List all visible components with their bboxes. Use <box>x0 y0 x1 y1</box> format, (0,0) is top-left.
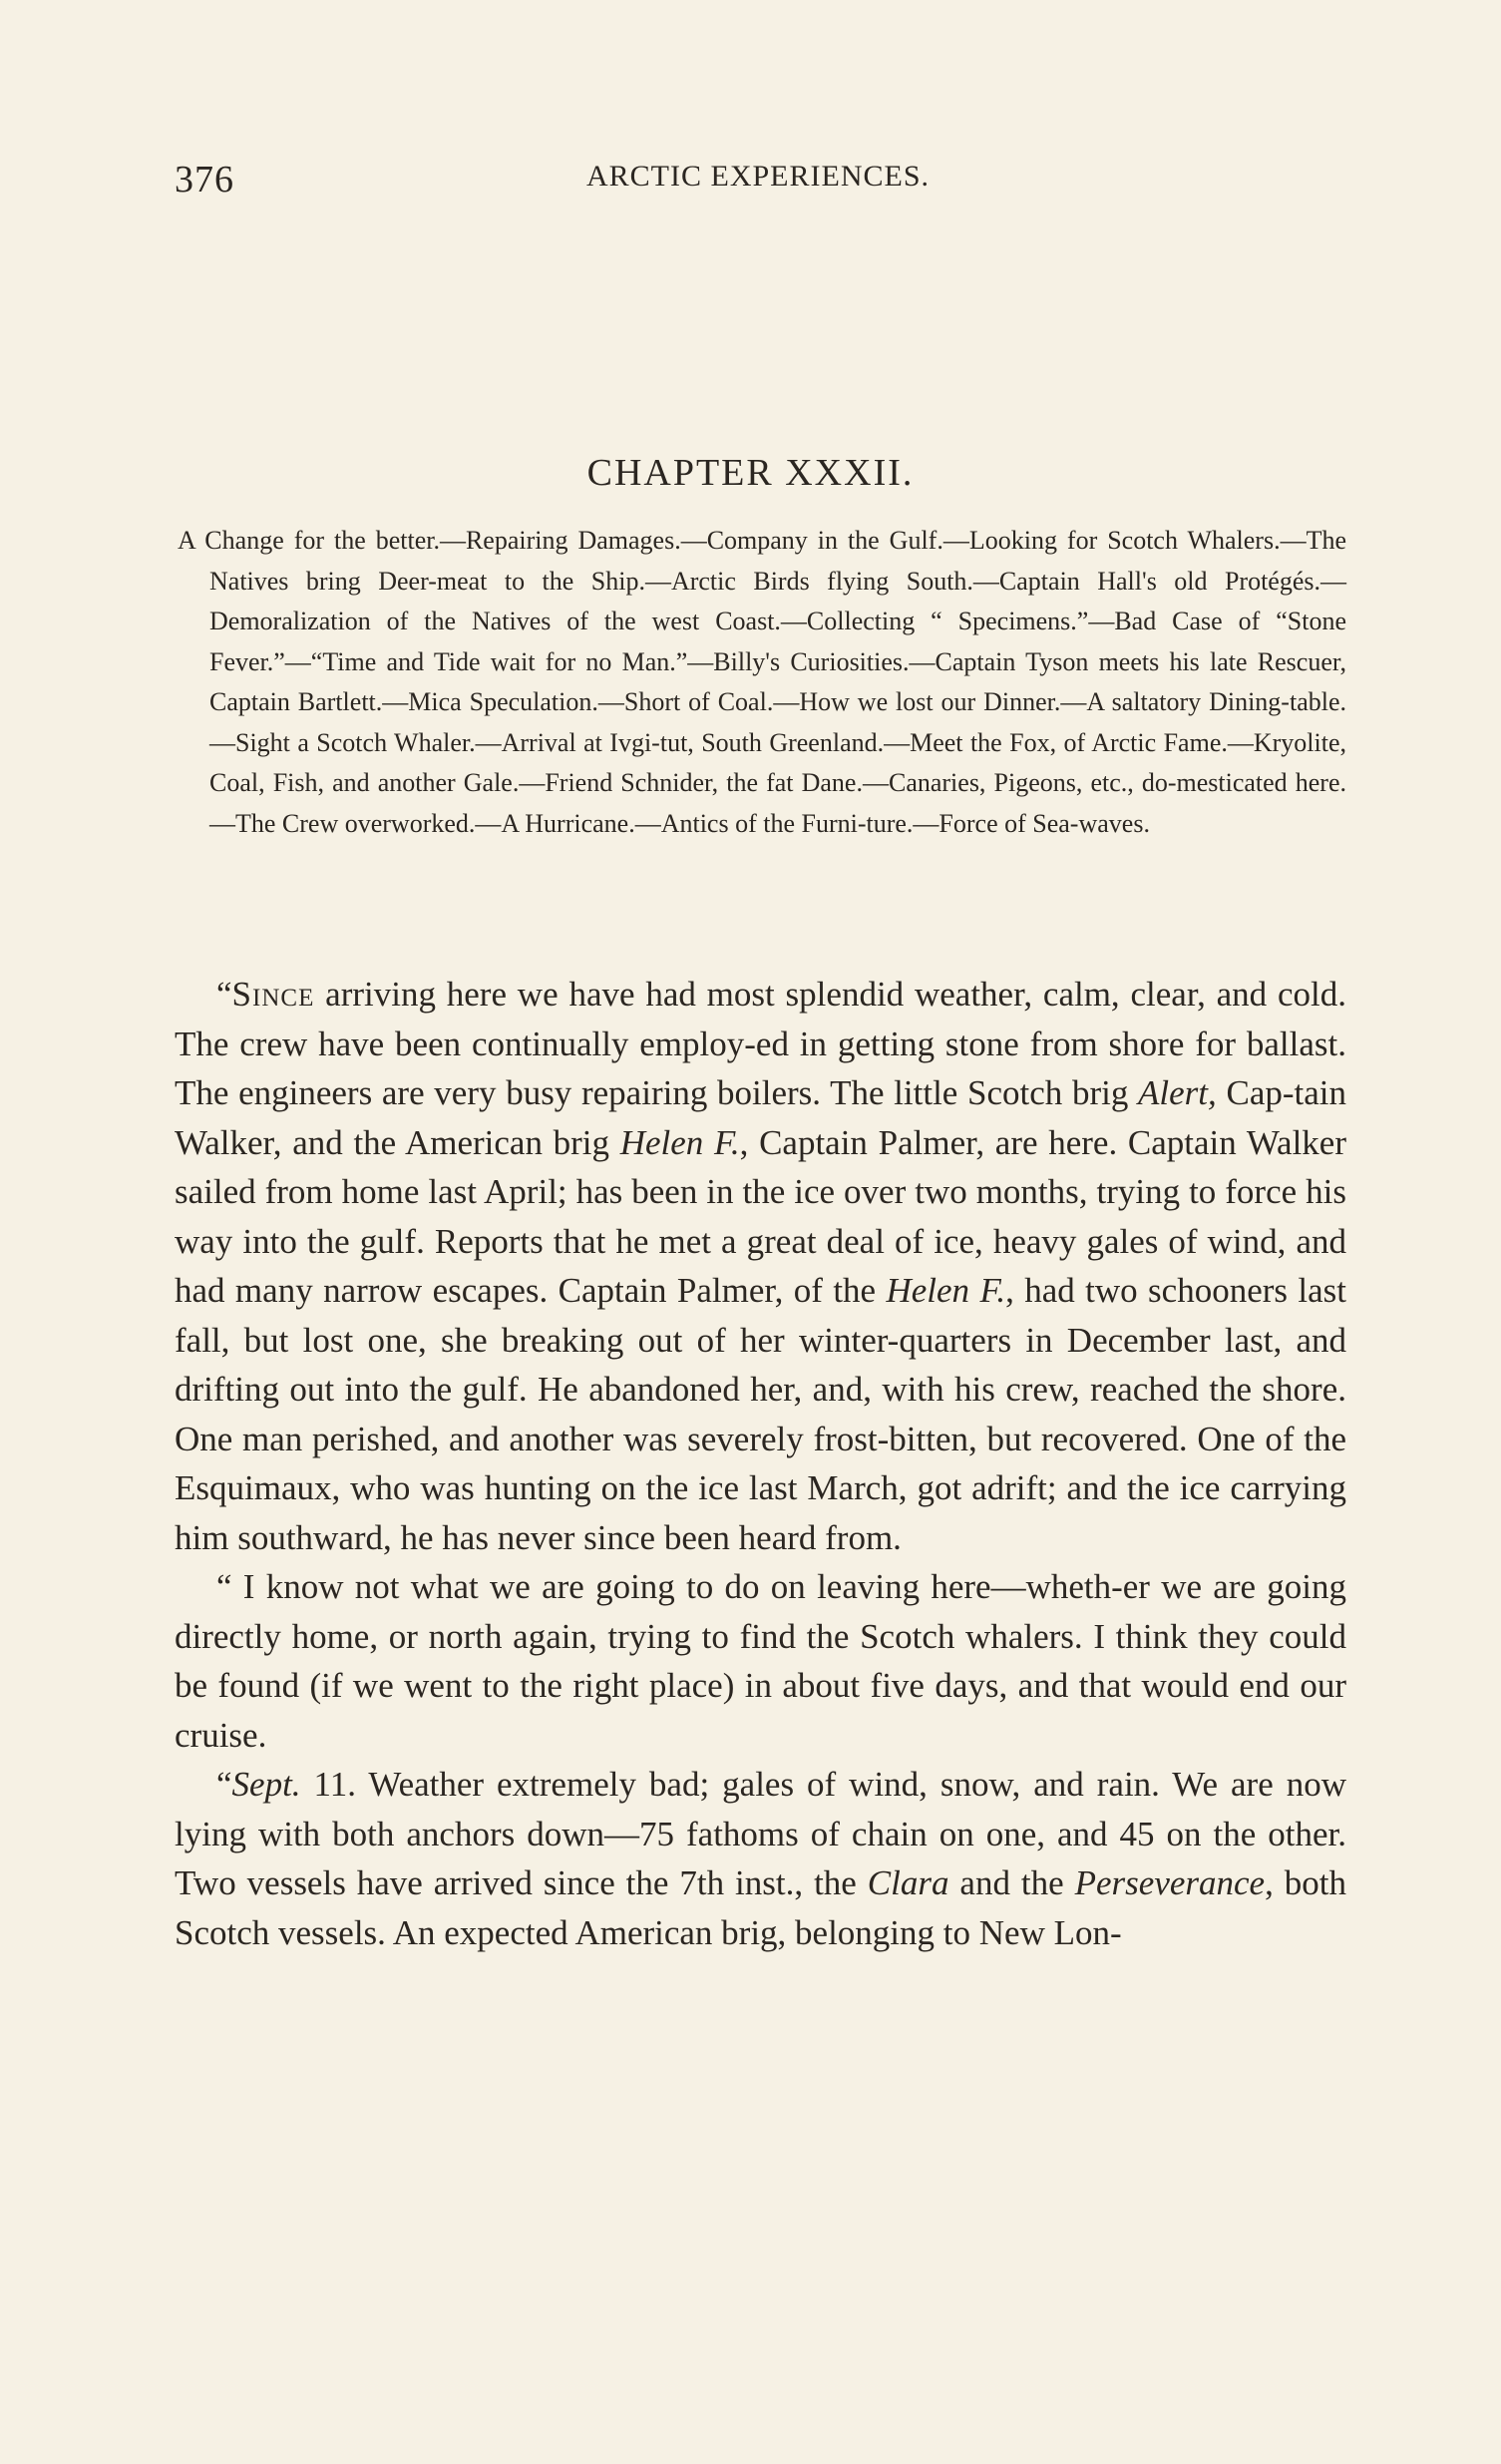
running-title: ARCTIC EXPERIENCES. <box>585 160 931 193</box>
paragraph-3 <box>175 1760 1346 1957</box>
paragraph-3-seg2: and the <box>948 1863 1075 1902</box>
ship-name-helen-f: Helen F. <box>619 1122 740 1162</box>
ship-name-alert: Alert, <box>1138 1073 1217 1112</box>
ship-name-helen-f-2: Helen F. <box>886 1271 1006 1310</box>
paragraph-3-seg3: , both Scotch vessels. An expected American brig, belonging to New Lon- <box>175 1863 1346 1952</box>
paragraph-3-seg1: 11. Weather extremely bad; gales of wind, snow, and rain. We are now lying with both anchors down—75 fathoms of chain on one, and 45 on the other. Two vessels have arrived since the 7th inst., the <box>175 1765 1346 1902</box>
paragraph-1-seg4: , had two schooners last fall, but lost one, she breaking out of her winter-quarters in December last, and drifting out into the gulf. He abandoned her, and, with his crew, reached the shore. One man perished, and another was severely frost-bitten, but recovered. One of the Esquimaux, who was hunting on the ice last March, got adrift; and the ice carrying him southward, he has never since been heard from. <box>175 1271 1347 1557</box>
date-label: Sept. <box>231 1765 301 1804</box>
paragraph-2: “ I know not what we are going to do on leaving here—wheth-er we are going directly home, or north again, trying to find the Scotch whalers. I think they could be found (if we went to the right place) in about five days, and that would end our cruise. <box>175 1567 1346 1755</box>
open-quote: “ <box>216 1765 232 1804</box>
chapter-title: CHAPTER XXXII. <box>586 452 915 494</box>
ship-name-clara: Clara <box>867 1863 949 1902</box>
running-head <box>175 158 1341 201</box>
paragraph-1-seg2: Cap-tain Walker, and the American brig <box>175 1073 1346 1162</box>
ship-name-perseverance: Perseverance <box>1074 1863 1266 1902</box>
open-quote: “ <box>216 975 232 1014</box>
body-text <box>175 970 1346 1957</box>
chapter-synopsis: A Change for the better.—Repairing Damages.—Company in the Gulf.—Looking for Scotch Whalers.—The Natives bring Deer-meat to the Ship.—Arctic Birds flying South.—Captain Hall's old Protégés.—Demoralization of the Natives of the west Coast.—Collecting “ Specimens.”—Bad Case of “Stone Fever.”—“Time and Tide wait for no Man.”—Billy's Curiosities.—Captain Tyson meets his late Rescuer, Captain Bartlett.—Mica Speculation.—Short of Coal.—How we lost our Dinner.—A saltatory Dining-table.—Sight a Scotch Whaler.—Arrival at Ivgi-tut, South Greenland.—Meet the Fox, of Arctic Fame.—Kryolite, Coal, Fish, and another Gale.—Friend Schnider, the fat Dane.—Canaries, Pigeons, etc., do-mesticated here.—The Crew overworked.—A Hurricane.—Antics of the Furni-ture.—Force of Sea-waves. <box>178 526 1346 838</box>
paragraph-1 <box>175 970 1346 1562</box>
paragraph-1-seg1: arriving here we have had most splendid weather, calm, clear, and cold. The crew have been continually employ-ed in getting stone from shore for ballast. The engineers are very busy repairing boilers. The little Scotch brig <box>175 975 1346 1112</box>
page-number: 376 <box>175 159 234 201</box>
paragraph-1-seg3: , Captain Palmer, are here. Captain Walker sailed from home last April; has been in the ice over two months, trying to force his way into the gulf. Reports that he met a great deal of ice, heavy gales of wind, and had many narrow escapes. Captain Palmer, of the <box>175 1122 1346 1310</box>
smallcaps-word: Since <box>231 975 315 1014</box>
